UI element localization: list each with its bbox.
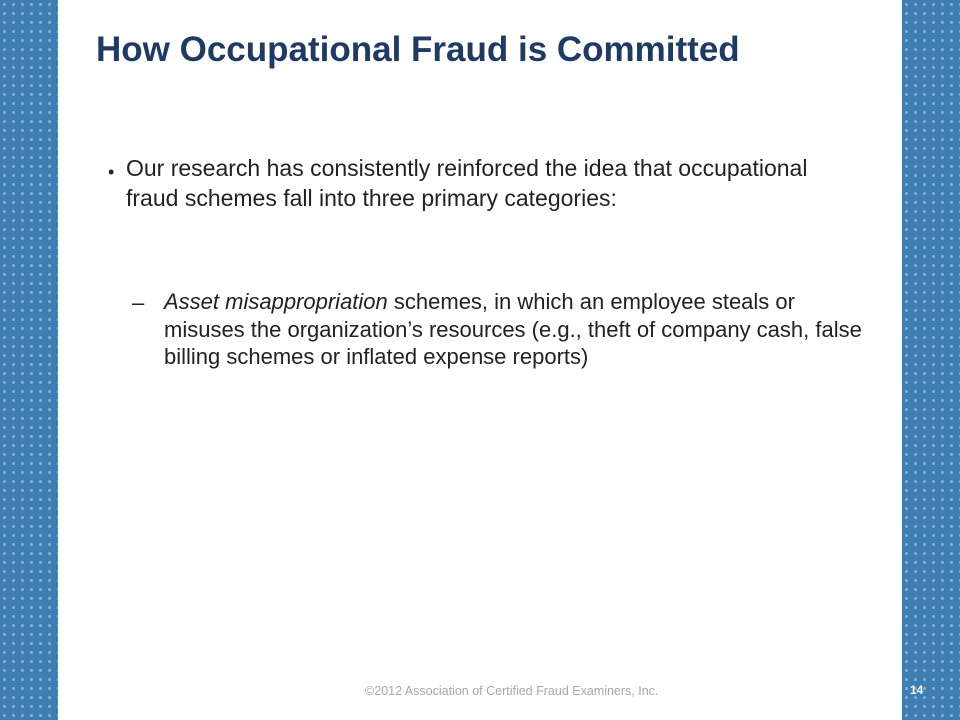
left-decorative-band xyxy=(0,0,58,720)
bullet-text: Our research has consistently reinforced the idea that occupational fraud schemes fall into three primary categories: xyxy=(126,155,808,211)
sub-bullet-text xyxy=(164,288,864,371)
right-decorative-band xyxy=(902,0,960,720)
bullet-marker: • xyxy=(108,162,115,182)
sub-bullet-italic-term: Asset misappropriation xyxy=(164,289,388,314)
slide-title: How Occupational Fraud is Committed xyxy=(96,30,740,69)
sub-bullet-description: schemes, in which an employee steals or misuses the organization’s resources (e.g., theft of company cash, false billing schemes or inflated expense reports) xyxy=(164,289,862,369)
copyright-footer: ©2012 Association of Certified Fraud Examiners, Inc. xyxy=(365,684,659,698)
sub-bullet-marker: – xyxy=(132,290,145,315)
page-number: 14 xyxy=(910,683,924,697)
